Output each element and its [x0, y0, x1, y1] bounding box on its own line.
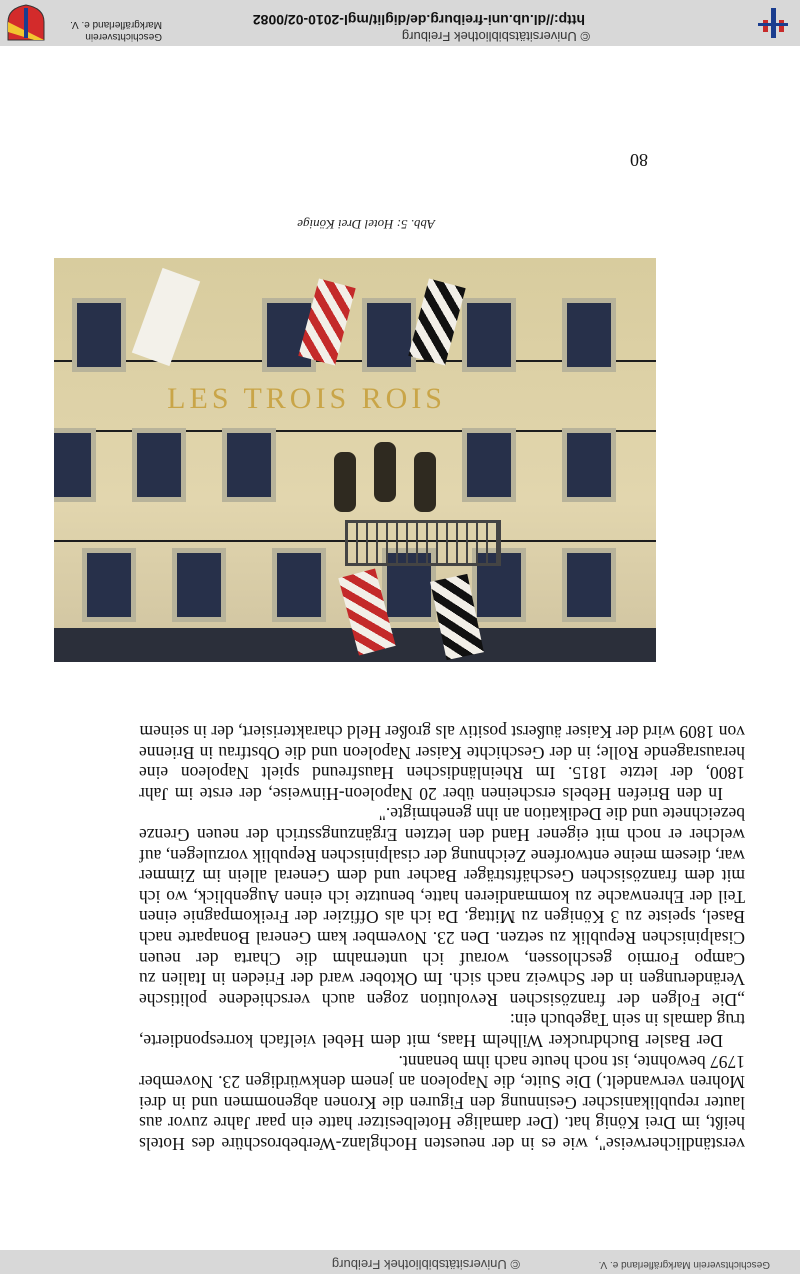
photo-window: [72, 298, 126, 372]
photo-flag: [298, 278, 355, 365]
photo-lamp: [414, 452, 436, 512]
photo-window: [82, 548, 136, 622]
footer-copyright: © Universitätsbibliothek Freiburg: [331, 1257, 520, 1272]
photo-window: [132, 428, 186, 502]
photo-window: [462, 428, 516, 502]
photo-hotel-sign: LES TROIS ROIS: [167, 382, 446, 415]
page-number: 80: [630, 150, 648, 170]
hotel-photo: [54, 258, 656, 662]
society-crest-icon: [6, 4, 46, 42]
photo-window: [222, 428, 276, 502]
photo-window: [562, 548, 616, 622]
footer-bar: [0, 1250, 800, 1274]
body-text: [139, 722, 745, 1154]
photo-window: [462, 298, 516, 372]
photo-window: [54, 428, 96, 502]
photo-flag: [408, 278, 465, 365]
header-bar: [0, 0, 800, 46]
scanned-page: [0, 46, 800, 1250]
photo-window: [172, 548, 226, 622]
photo-lamp: [334, 452, 356, 512]
photo-window: [562, 298, 616, 372]
copyright-text: © Universitätsbibliothek Freiburg: [401, 29, 590, 44]
society-name: Geschichtsverein Markgräflerland e. V.: [70, 19, 162, 42]
figure-caption: Abb. 5: Hotel Drei Könige: [297, 217, 435, 232]
photo-lamp: [374, 442, 396, 502]
photo-balcony: [345, 520, 501, 566]
photo-window: [562, 428, 616, 502]
photo-window: [362, 298, 416, 372]
document-url[interactable]: http://dl.ub.uni-freiburg.de/diglit/mgl-2010-02/0082: [252, 12, 585, 28]
photo-banner: [132, 268, 200, 366]
photo-window: [272, 548, 326, 622]
university-library-logo-icon: [758, 8, 788, 38]
paragraph-4: In den Briefen Hebels erscheinen über 20 Napoleon-Hinweise, der erste im Jahr 1800, der letzte 1815. Im Rheinländischen Hausfreund spielt Napoleon eine herausragende Rolle; in der Geschichte Kaiser Napoleon und die Obstfrau in Brienne von 1809 wird der Kaiser äußerst positiv als großer Held charakterisiert, der in seinem: [139, 722, 745, 804]
footer-society-name: Geschichtsverein Markgräflerland e. V.: [598, 1259, 770, 1270]
paragraph-2: Der Basler Buchdrucker Wilhelm Haas, mit dem Hebel vielfach korrespondierte, trug damals in sein Tagebuch ein:: [139, 1010, 745, 1052]
paragraph-3-quote: „Die Folgen der französischen Revolution zogen auch verschiedene politische Veränderungen in der Schweiz nach sich. Im Oktober ward der Frieden in Italien zu Campo Formio geschlossen, worauf ich unternahm die Charta der neuen Cisalpinischen Republik zu setzen. Den 23. November kam General Bonaparte nach Basel, speiste zu 3 Königen zu Mittag. Da ich als Offizier der Freikompagnie einen Teil der Ehrenwache zu kommandieren hatte, benutzte ich einen Augenblick, wo ich mit dem französischen Geschäftsträger Bacher und dem General allein im Zimmer war, diesem meine entworfene Zeichnung der cisalpinischen Republik vorzulegen, auf welcher er noch mit eigener Hand den letzten Ergänzungsstrich der neuen Grenze bezeichnete und die Dedikation an ihn genehmigte.": [139, 804, 745, 1010]
paragraph-1: verständlicherweise", wie es in der neuesten Hochglanz-Werbebroschüre des Hotels heißt, im Drei König hat. (Der damalige Hotelbesitzer hatte ein paar Jahre zuvor aus lauter republikanischer Gesinnung den Figuren die Kronen abgenommen und in drei Mohren verwandelt.) Die Suite, die Napoleon an jenem denkwürdigen 23. November 1797 bewohnte, ist noch heute nach ihm benannt.: [139, 1051, 745, 1154]
